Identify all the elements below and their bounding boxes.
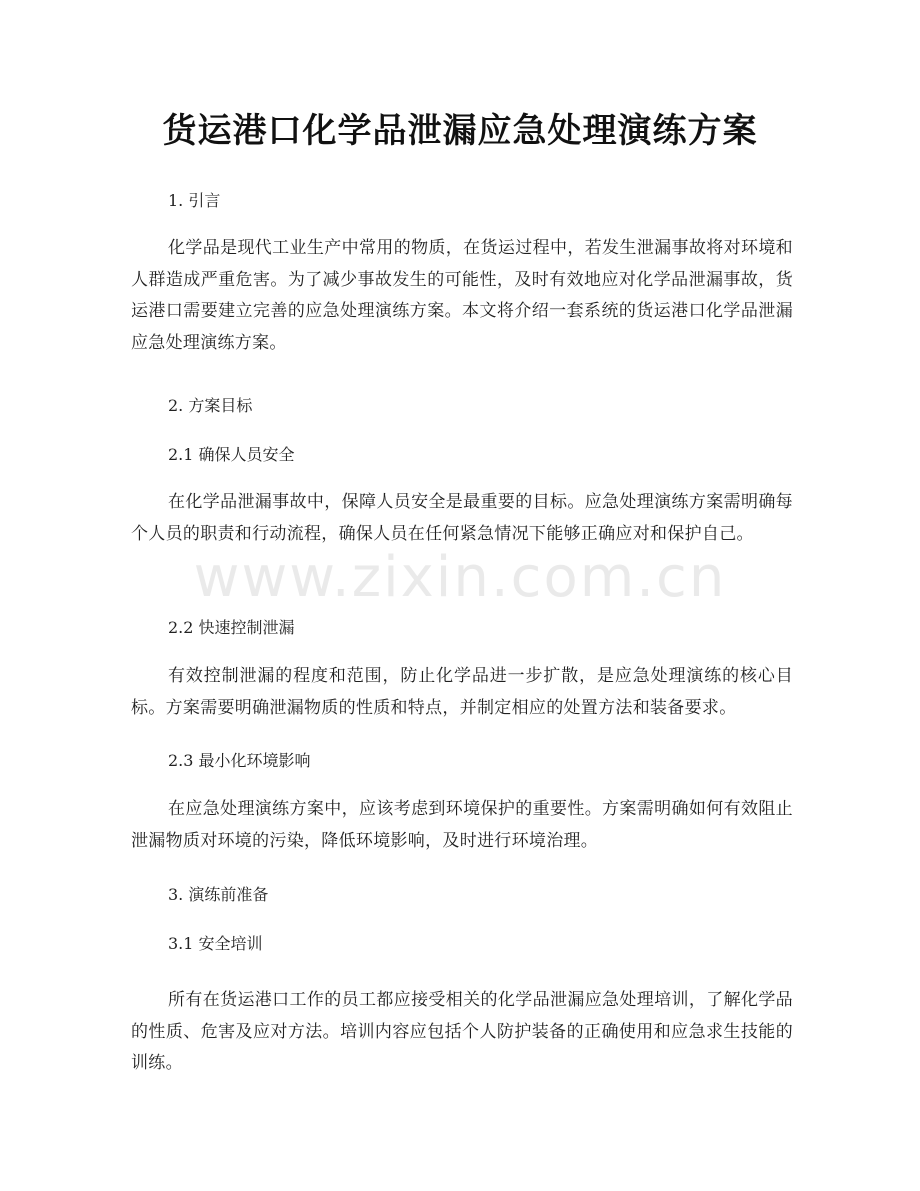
paragraph-2-3: 在应急处理演练方案中，应该考虑到环境保护的重要性。方案需明确如何有效阻止泄漏物质对环境的污染，降低环境影响，及时进行环境治理。 [131, 799, 793, 851]
section-heading-3: 3. 演练前准备 [168, 885, 269, 904]
section-heading-2: 2. 方案目标 [168, 396, 253, 415]
paragraph-2-2: 有效控制泄漏的程度和范围，防止化学品进一步扩散，是应急处理演练的核心目标。方案需要明确泄漏物质的性质和特点，并制定相应的处置方法和装备要求。 [131, 666, 793, 718]
section-heading-2-2: 2.2 快速控制泄漏 [168, 618, 295, 637]
section-heading-2-1: 2.1 确保人员安全 [168, 445, 295, 464]
paragraph-intro: 化学品是现代工业生产中常用的物质，在货运过程中，若发生泄漏事故将对环境和人群造成严重危害。为了减少事故发生的可能性，及时有效地应对化学品泄漏事故，货运港口需要建立完善的应急处理演练方案。本文将介绍一套系统的货运港口化学品泄漏应急处理演练方案。 [131, 238, 793, 353]
section-heading-2-3: 2.3 最小化环境影响 [168, 751, 311, 770]
paragraph-2-1: 在化学品泄漏事故中，保障人员安全是最重要的目标。应急处理演练方案需明确每个人员的职责和行动流程，确保人员在任何紧急情况下能够正确应对和保护自己。 [131, 492, 793, 544]
watermark: www.zixin.com.cn [193, 545, 727, 610]
document-title: 货运港口化学品泄漏应急处理演练方案 [162, 111, 758, 151]
paragraph-3-1: 所有在货运港口工作的员工都应接受相关的化学品泄漏应急处理培训，了解化学品的性质、危害及应对方法。培训内容应包括个人防护装备的正确使用和应急求生技能的训练。 [131, 990, 793, 1073]
section-heading-3-1: 3.1 安全培训 [168, 934, 263, 953]
section-heading-1: 1. 引言 [168, 191, 221, 210]
